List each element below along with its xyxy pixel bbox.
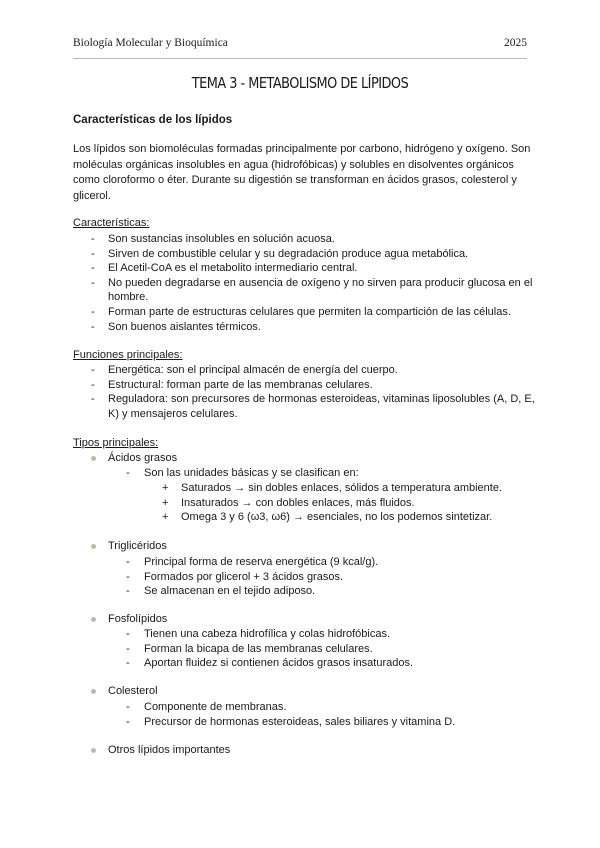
header-divider	[73, 58, 527, 59]
list-item: - Sirven de combustible celular y su degradación produce agua metabólica.	[91, 247, 536, 262]
tipo-label: Fosfolípidos	[108, 613, 168, 625]
bullet-dot	[91, 456, 96, 461]
list-item: - Se almacenan en el tejido adiposo.	[126, 584, 378, 599]
caracteristicas-heading: Características:	[73, 217, 150, 229]
list-item: - Forman parte de estructuras celulares que permiten la compartición de las células.	[91, 305, 536, 320]
bullet-dot	[91, 617, 96, 622]
tipos-heading: Tipos principales:	[73, 437, 159, 449]
list-item: + Insaturados → con dobles enlaces, más fluidos.	[162, 496, 502, 511]
tipo-acidos-grasos	[91, 452, 177, 464]
bullet-dot	[91, 544, 96, 549]
list-item: - Son buenos aislantes térmicos.	[91, 320, 536, 335]
list-item: - No pueden degradarse en ausencia de oxígeno y no sirven para producir glucosa en el hombre.	[91, 276, 536, 305]
tipo-label: Colesterol	[108, 685, 158, 697]
fosfolipidos-list	[126, 627, 413, 671]
funciones-list	[91, 363, 536, 421]
section-title: Características de los lípidos	[73, 114, 233, 126]
list-item: - El Acetil-CoA es el metabolito intermediario central.	[91, 261, 536, 276]
list-item: - Reguladora: son precursores de hormonas esteroideas, vitaminas liposolubles (A, D, E, K) y mensajeros celulares.	[91, 392, 536, 421]
list-item: - Energética: son el principal almacén de energía del cuerpo.	[91, 363, 536, 378]
tipo-fosfolipidos	[91, 613, 167, 625]
tipo-trigliceridos	[91, 540, 167, 552]
tipo-label: Otros lípidos importantes	[108, 744, 231, 756]
trigliceridos-list	[126, 555, 378, 599]
bullet-dot	[91, 689, 96, 694]
acidos-types-list	[162, 481, 502, 525]
list-item: - Estructural: forman parte de las membranas celulares.	[91, 378, 536, 393]
list-item: - Tienen una cabeza hidrofílica y colas hidrofóbicas.	[126, 627, 413, 642]
header-subject: Biología Molecular y Bioquímica	[73, 37, 228, 49]
list-item: - Principal forma de reserva energética (9 kcal/g).	[126, 555, 378, 570]
list-item: - Precursor de hormonas esteroideas, sales biliares y vitamina D.	[126, 715, 455, 730]
caracteristicas-list	[91, 232, 536, 334]
tipo-colesterol	[91, 685, 158, 697]
acidos-sub-list	[126, 466, 359, 481]
header-year: 2025	[504, 37, 527, 49]
list-item: - Son las unidades básicas y se clasifican en:	[126, 466, 359, 481]
list-item: - Componente de membranas.	[126, 700, 455, 715]
intro-paragraph: Los lípidos son biomoléculas formadas principalmente por carbono, hidrógeno y oxígeno. Son moléculas orgánicas insolubles en agua (hidrofóbicas) y solubles en disolventes orgánicos como cloroformo o éter. Durante su digestión se transforman en ácidos grasos, colesterol y glicerol.	[73, 143, 531, 202]
page-title: TEMA 3 - METABOLISMO DE LÍPIDOS	[191, 74, 409, 92]
bullet-dot	[91, 748, 96, 753]
colesterol-list	[126, 700, 455, 729]
list-item: + Omega 3 y 6 (ω3, ω6) → esenciales, no los podemos sintetizar.	[162, 510, 502, 525]
list-item: + Saturados → sin dobles enlaces, sólidos a temperatura ambiente.	[162, 481, 502, 496]
tipo-label: Ácidos grasos	[108, 452, 178, 464]
list-item: - Forman la bicapa de las membranas celulares.	[126, 642, 413, 657]
funciones-heading: Funciones principales:	[73, 349, 183, 361]
list-item: - Aportan fluidez si contienen ácidos grasos insaturados.	[126, 656, 413, 671]
list-item: - Formados por glicerol + 3 ácidos grasos.	[126, 570, 378, 585]
tipo-otros	[91, 744, 230, 756]
tipo-label: Triglicéridos	[108, 540, 167, 552]
list-item: - Son sustancias insolubles en solución acuosa.	[91, 232, 536, 247]
